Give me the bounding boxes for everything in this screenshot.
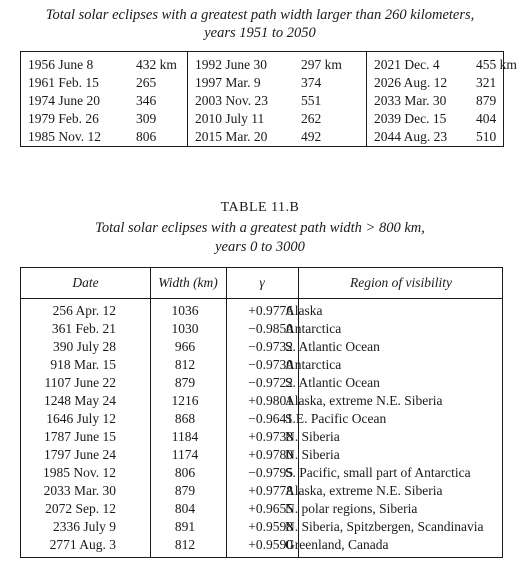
eclipse-date: 2003 Nov. 23 — [195, 93, 268, 108]
gamma-value: +0.9738 — [248, 429, 293, 444]
table1-column-1 — [21, 52, 188, 146]
region-of-visibility: N. Siberia, Spitzbergen, Scandinavia — [285, 519, 484, 534]
gamma-value: +0.9801 — [248, 393, 293, 408]
region-of-visibility: N. Siberia — [285, 447, 340, 462]
path-width: 812 — [174, 537, 196, 552]
gamma-value: +0.9778 — [248, 483, 293, 498]
path-width: 879 — [174, 375, 196, 390]
gamma-value: −0.9730 — [248, 357, 293, 372]
path-width: 1036 — [171, 303, 199, 318]
table-row — [367, 110, 505, 128]
table-row — [188, 92, 366, 110]
path-width: 309 — [136, 111, 157, 126]
path-width: 404 — [476, 111, 497, 126]
eclipse-date: 2026 Aug. 12 — [374, 75, 448, 90]
gamma-value: +0.9655 — [248, 501, 293, 516]
path-width: 1030 — [171, 321, 199, 336]
table-row — [21, 374, 502, 392]
table1-column-3 — [367, 52, 517, 146]
eclipse-date: 1646 July 12 — [46, 411, 116, 426]
eclipse-date: 2771 Aug. 3 — [49, 537, 116, 552]
table2-caption-line2: years 0 to 3000 — [215, 239, 305, 255]
path-width: 966 — [174, 339, 196, 354]
table-row — [188, 110, 366, 128]
table-row — [21, 74, 187, 92]
path-width: 868 — [174, 411, 196, 426]
eclipse-date: 1787 June 15 — [44, 429, 116, 444]
table-11b-title: TABLE 11.B — [220, 200, 300, 215]
eclipse-date: 1961 Feb. 15 — [28, 75, 99, 90]
path-width: 806 — [136, 129, 157, 144]
path-width: 321 — [476, 75, 497, 90]
eclipse-date: 2010 July 11 — [195, 111, 265, 126]
path-width: 806 — [174, 465, 196, 480]
table1-column-2 — [188, 52, 367, 146]
gamma-value: −0.9795 — [248, 465, 293, 480]
header-divider — [21, 298, 502, 299]
table-row — [21, 92, 187, 110]
eclipse-date: 1974 June 20 — [28, 93, 100, 108]
table-row — [188, 74, 366, 92]
gamma-value: +0.9776 — [248, 303, 293, 318]
eclipse-date: 1992 June 30 — [195, 57, 267, 72]
gamma-value: +0.9780 — [248, 447, 293, 462]
path-width: 804 — [174, 501, 196, 516]
table-row — [21, 410, 502, 428]
path-width: 374 — [301, 75, 322, 90]
gamma-value: +0.9598 — [248, 519, 293, 534]
path-width: 812 — [174, 357, 196, 372]
eclipse-date: 361 Feb. 21 — [51, 321, 116, 336]
region-of-visibility: Alaska, extreme N.E. Siberia — [285, 393, 443, 408]
header-region: Region of visibility — [350, 275, 452, 290]
table-row — [21, 500, 502, 518]
eclipse-date: 1985 Nov. 12 — [43, 465, 116, 480]
path-width: 265 — [136, 75, 157, 90]
region-of-visibility: S.E. Pacific Ocean — [285, 411, 387, 426]
region-of-visibility: S. Pacific, small part of Antarctica — [285, 465, 471, 480]
table-row — [367, 92, 505, 110]
table-row — [21, 428, 502, 446]
region-of-visibility: Alaska, extreme N.E. Siberia — [285, 483, 443, 498]
table2-caption-line1: Total solar eclipses with a greatest path width > 800 km, — [95, 220, 425, 236]
gamma-value: −0.9641 — [248, 411, 293, 426]
table-row — [21, 128, 187, 146]
table-row — [21, 320, 502, 338]
table1-caption-line1: Total solar eclipses with a greatest path width larger than 260 kilometers, — [45, 7, 475, 23]
eclipse-date: 2033 Mar. 30 — [374, 93, 447, 108]
eclipse-date: 1956 June 8 — [28, 57, 94, 72]
path-width: 262 — [301, 111, 322, 126]
region-of-visibility: N. Siberia — [285, 429, 340, 444]
path-width: 346 — [136, 93, 157, 108]
path-width: 1184 — [171, 429, 199, 444]
table-row — [21, 392, 502, 410]
eclipse-table-1951-2050 — [20, 51, 517, 147]
region-of-visibility: Antarctica — [285, 321, 342, 336]
path-width: 1174 — [171, 447, 199, 462]
table-row — [21, 302, 502, 320]
path-width: 891 — [174, 519, 196, 534]
eclipse-date: 2033 Mar. 30 — [43, 483, 116, 498]
table-row — [188, 56, 366, 74]
path-width: 455 km — [476, 57, 517, 72]
table-row — [188, 128, 366, 146]
table-row — [367, 128, 505, 146]
region-of-visibility: S. Atlantic Ocean — [285, 375, 380, 390]
eclipse-date: 1248 May 24 — [44, 393, 116, 408]
eclipse-date: 2039 Dec. 15 — [374, 111, 447, 126]
table-row — [21, 482, 502, 500]
path-width: 879 — [476, 93, 497, 108]
eclipse-date: 1979 Feb. 26 — [28, 111, 99, 126]
header-width: Width (km) — [158, 275, 218, 290]
eclipse-date: 2044 Aug. 23 — [374, 129, 448, 144]
table-row — [21, 356, 502, 374]
eclipse-date: 2072 Sep. 12 — [45, 501, 116, 516]
eclipse-date: 1107 June 22 — [44, 375, 116, 390]
region-of-visibility: Greenland, Canada — [285, 537, 389, 552]
table-row — [21, 446, 502, 464]
eclipse-date: 256 Apr. 12 — [52, 303, 116, 318]
table-row — [21, 518, 502, 536]
gamma-value: −0.9722 — [248, 375, 293, 390]
path-width: 297 km — [301, 57, 342, 72]
table-row — [21, 338, 502, 356]
path-width: 1216 — [171, 393, 199, 408]
header-gamma: γ — [259, 275, 265, 290]
path-width: 432 km — [136, 57, 177, 72]
eclipse-date: 918 Mar. 15 — [50, 357, 116, 372]
region-of-visibility: N. polar regions, Siberia — [285, 501, 418, 516]
table-row — [367, 74, 505, 92]
region-of-visibility: S. Atlantic Ocean — [285, 339, 380, 354]
eclipse-date: 2015 Mar. 20 — [195, 129, 268, 144]
table1-caption-line2: years 1951 to 2050 — [204, 25, 316, 41]
eclipse-date: 1997 Mar. 9 — [195, 75, 261, 90]
eclipse-date: 2021 Dec. 4 — [374, 57, 440, 72]
gamma-value: +0.9590 — [248, 537, 293, 552]
eclipse-date: 390 July 28 — [52, 339, 116, 354]
path-width: 879 — [174, 483, 196, 498]
header-date: Date — [72, 275, 99, 290]
gamma-value: −0.9850 — [248, 321, 293, 336]
path-width: 510 — [476, 129, 497, 144]
gamma-value: −0.9732 — [248, 339, 293, 354]
table-row — [21, 464, 502, 482]
eclipse-date: 1985 Nov. 12 — [28, 129, 101, 144]
path-width: 492 — [301, 129, 322, 144]
eclipse-table-0-3000 — [20, 267, 503, 558]
table-row — [21, 536, 502, 554]
eclipse-date: 2336 July 9 — [52, 519, 116, 534]
table-row — [367, 56, 517, 74]
table-row — [21, 56, 187, 74]
region-of-visibility: Alaska — [285, 303, 323, 318]
table-row — [21, 110, 187, 128]
eclipse-date: 1797 June 24 — [44, 447, 116, 462]
path-width: 551 — [301, 93, 322, 108]
region-of-visibility: Antarctica — [285, 357, 342, 372]
